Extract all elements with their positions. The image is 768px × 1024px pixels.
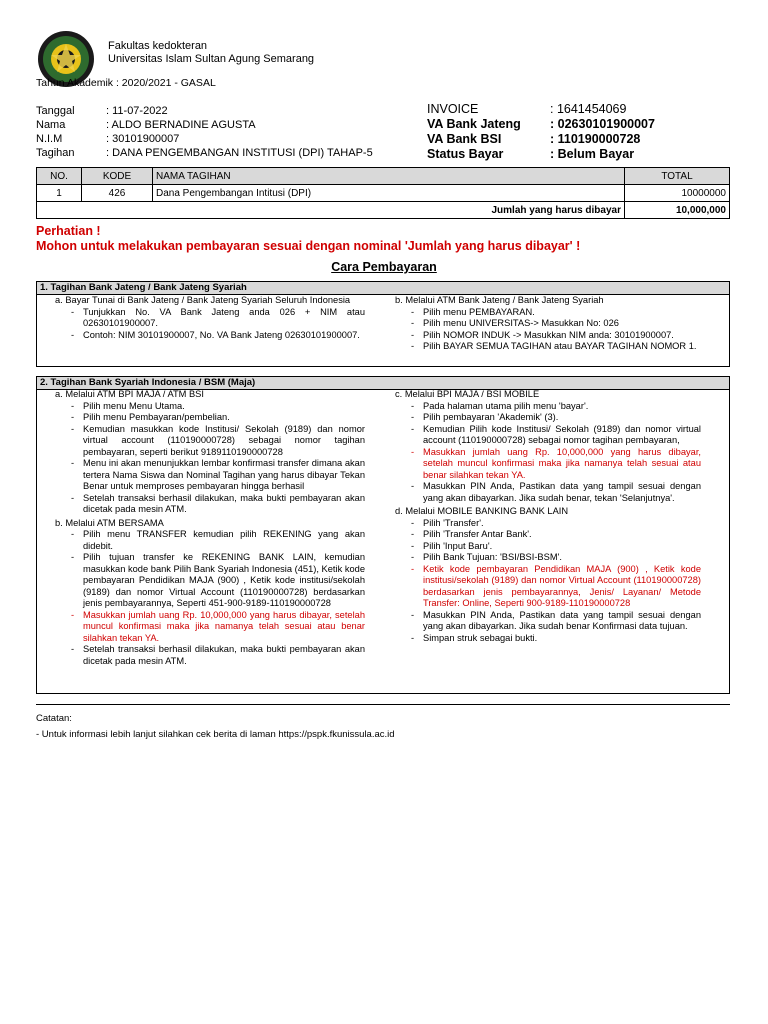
list-item: - Setelah transaksi berhasil dilakukan, maka bukti pembayaran akan dicetak pada mesin ATM. — [69, 493, 365, 516]
invoice-labels — [427, 102, 521, 162]
nim-value: : 30101900007 — [106, 133, 180, 145]
section2-c-title: c. Melalui BPI MAJA / BSI MOBILE — [395, 389, 540, 399]
va-jateng-value: : 02630101900007 — [550, 117, 655, 131]
list-item-highlight: - Masukkan jumlah uang Rp. 10,000,000 yang harus dibayar, setelah muncul konfirmasi maka jika namanya telah sesuai atau benar silahkan tekan YA. — [69, 610, 365, 645]
list-item: - Contoh: NIM 30101900007, No. VA Bank Jateng 02630101900007. — [69, 330, 365, 342]
tanggal-value: : 11-07-2022 — [106, 105, 168, 117]
list-item: - Pilih Bank Tujuan: 'BSI/BSI-BSM'. — [409, 552, 701, 564]
col-header-nama: NAMA TAGIHAN — [153, 168, 625, 185]
faculty-name: Fakultas kedokteran — [108, 40, 208, 52]
tagihan-value: : DANA PENGEMBANGAN INSTITUSI (DPI) TAHAP-5 — [106, 147, 373, 159]
institution-header — [108, 40, 314, 66]
cell-total: 10000000 — [625, 185, 730, 202]
list-item: - Pilih 'Transfer'. — [409, 518, 701, 530]
list-item: - Pilih 'Input Baru'. — [409, 541, 701, 553]
list-item: - Simpan struk sebagai bukti. — [409, 633, 701, 645]
tagihan-label: Tagihan — [36, 147, 75, 159]
list-item: - Pilih menu PEMBAYARAN. — [409, 307, 701, 319]
list-item: - Masukkan PIN Anda, Pastikan data yang tampil sesuai dengan yang akan dibayarkan. Jika sudah benar Konfirmasi data tujuan. — [409, 610, 701, 633]
warning-title: Perhatian ! — [36, 224, 101, 238]
col-header-kode: KODE — [82, 168, 153, 185]
status-value: : Belum Bayar — [550, 147, 635, 161]
list-item: - Pilih BAYAR SEMUA TAGIHAN atau BAYAR TAGIHAN NOMOR 1. — [409, 341, 701, 353]
notes-title: Catatan: — [36, 713, 72, 724]
nama-label: Nama — [36, 119, 66, 131]
col-header-no: NO. — [37, 168, 82, 185]
nama-value: : ALDO BERNADINE AGUSTA — [106, 119, 256, 131]
list-item: - Masukkan PIN Anda, Pastikan data yang tampil sesuai dengan yang akan dibayarkan. Jika sudah benar, tekan 'Selanjutnya'. — [409, 481, 701, 504]
section1-title: 1. Tagihan Bank Jateng / Bank Jateng Syariah — [37, 282, 729, 295]
section1-a-title: a. Bayar Tunai di Bank Jateng / Bank Jateng Syariah Seluruh Indonesia — [55, 295, 351, 305]
tanggal-label: Tanggal — [36, 105, 75, 117]
invoice-table — [36, 167, 730, 219]
section2-col-left — [55, 389, 365, 667]
list-item: - Pada halaman utama pilih menu 'bayar'. — [409, 401, 701, 413]
col-header-total: TOTAL — [625, 168, 730, 185]
warning-message: Mohon untuk melakukan pembayaran sesuai dengan nominal 'Jumlah yang harus dibayar' ! — [36, 239, 581, 253]
section2-b-title: b. Melalui ATM BERSAMA — [55, 517, 164, 528]
section2-title: 2. Tagihan Bank Syariah Indonesia / BSM (Maja) — [37, 377, 729, 390]
va-jateng-label: VA Bank Jateng — [427, 117, 521, 131]
section2-col-right — [395, 389, 701, 644]
table-row — [37, 185, 730, 202]
nim-label: N.I.M — [36, 133, 63, 145]
cell-nama: Dana Pengembangan Intitusi (DPI) — [153, 185, 625, 202]
list-item: - Pilih pembayaran 'Akademik' (3). — [409, 412, 701, 424]
list-item: - Pilih menu Menu Utama. — [69, 401, 365, 413]
notes-line: - Untuk informasi lebih lanjut silahkan cek berita di laman https://pspk.fkunissula.ac.id — [36, 729, 395, 740]
list-item-highlight: - Ketik kode pembayaran Pendidikan MAJA (900) , Ketik kode institusi/sekolah (9189) dan nomor Virtual Account (110190000728) berdasarkan jenis pembayarannya, Jenis/ Layanan/ Metode Transfer: Online, Seperti 900-9189-110190000728 — [409, 564, 701, 610]
list-item: - Kemudian masukkan kode Institusi/ Sekolah (9189) dan nomor virtual account (110190000728) sebagai nomor tagihan pembayaran, seperti berikut 9189110190000728 — [69, 424, 365, 459]
section1-col-a — [55, 295, 365, 341]
list-item-highlight: - Masukkan jumlah uang Rp. 10,000,000 yang harus dibayar, setelah muncul konfirmasi maka jika namanya telah sesuai atau benar silahkan tekan YA. — [409, 447, 701, 482]
section2-a-title: a. Melalui ATM BPI MAJA / ATM BSI — [55, 389, 204, 399]
list-item: - Pilih 'Transfer Antar Bank'. — [409, 529, 701, 541]
list-item: - Setelah transaksi berhasil dilakukan, maka bukti pembayaran akan dicetak pada mesin ATM. — [69, 644, 365, 667]
invoice-values — [550, 102, 655, 162]
section-bsi — [36, 376, 730, 694]
total-label: Jumlah yang harus dibayar — [37, 202, 625, 219]
list-item: - Pilih menu UNIVERSITAS-> Masukkan No: 026 — [409, 318, 701, 330]
status-label: Status Bayar — [427, 147, 504, 161]
total-row — [37, 202, 730, 219]
divider — [36, 704, 730, 705]
list-item: - Pilih menu Pembayaran/pembelian. — [69, 412, 365, 424]
table-header-row — [37, 168, 730, 185]
list-item: - Menu ini akan menunjukkan lembar konfirmasi transfer dimana akan tertera Nama Siswa dan Nominal Tagihan yang harus dibayar Tekan Benar untuk memproses pembayaran hingga berhasil — [69, 458, 365, 493]
va-bsi-value: : 110190000728 — [550, 132, 641, 146]
list-item: - Pilih NOMOR INDUK -> Masukkan NIM anda: 30101900007. — [409, 330, 701, 342]
total-value: 10,000,000 — [625, 202, 730, 219]
university-name: Universitas Islam Sultan Agung Semarang — [108, 53, 315, 65]
list-item: - Tunjukkan No. VA Bank Jateng anda 026 + NIM atau 02630101900007. — [69, 307, 365, 330]
invoice-label: INVOICE — [427, 102, 479, 116]
list-item: - Kemudian Pilih kode Institusi/ Sekolah (9189) dan nomor virtual account (110190000728) sebagai nomor tagihan pembayaran, — [409, 424, 701, 447]
cell-no: 1 — [37, 185, 82, 202]
invoice-value: : 1641454069 — [550, 102, 627, 116]
section1-col-b — [395, 295, 701, 353]
student-labels — [36, 104, 75, 160]
va-bsi-label: VA Bank BSI — [427, 132, 502, 146]
cell-kode: 426 — [82, 185, 153, 202]
section-bank-jateng — [36, 281, 730, 367]
section2-d-title: d. Melalui MOBILE BANKING BANK LAIN — [395, 506, 569, 516]
payment-methods-title: Cara Pembayaran — [331, 260, 437, 274]
section1-b-title: b. Melalui ATM Bank Jateng / Bank Jateng Syariah — [395, 295, 604, 305]
academic-year: Tahun Akademik : 2020/2021 - GASAL — [36, 77, 216, 89]
list-item: - Pilih menu TRANSFER kemudian pilih REKENING yang akan didebit. — [69, 529, 365, 552]
student-values — [106, 104, 373, 160]
list-item: - Pilih tujuan transfer ke REKENING BANK LAIN, kemudian masukkan kode bank Pilih Bank Syariah Indonesia (451), Ketik kode pembayaran Pendidikan MAJA (900) , Ketik kode institusi/sekolah (9189) dan nomor Virtual Account (110190000728) berdasarkan jenis pembayarannya, Seperti 451-900-9189-110190000728 — [69, 552, 365, 610]
